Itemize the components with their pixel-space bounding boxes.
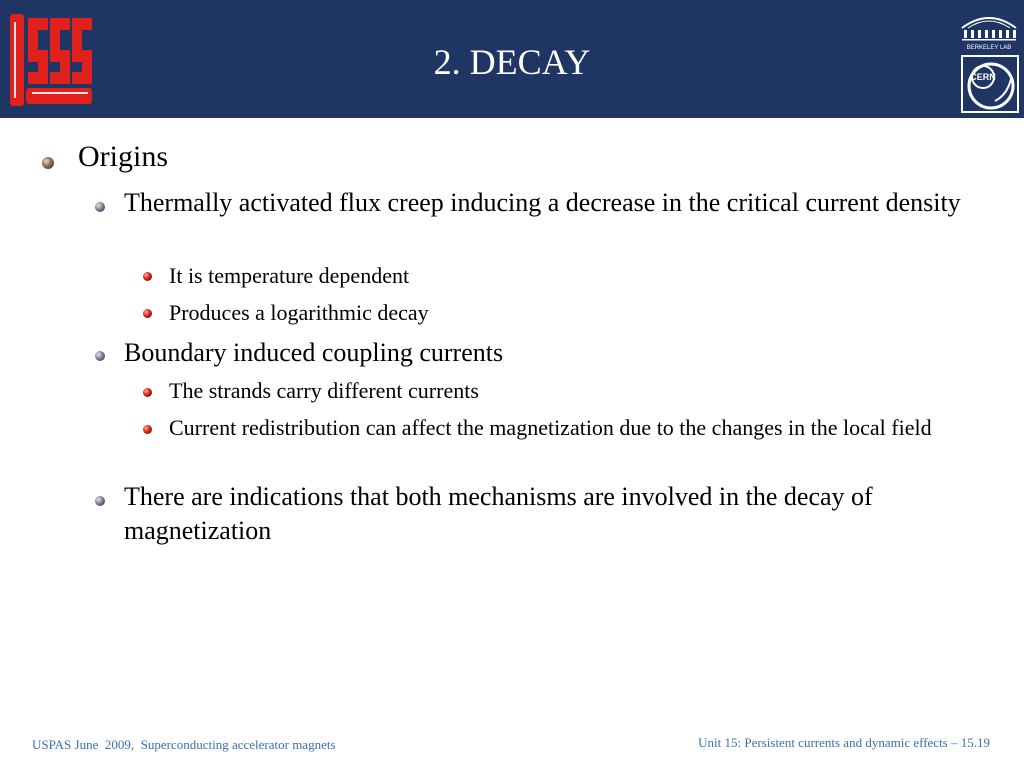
bullet-icon — [42, 157, 54, 169]
bullet-indications: There are indications that both mechanisms are involved in the decay of magnetization — [124, 482, 873, 545]
footer-unit: Unit 15: Persistent currents and dynamic effects – 15.19 — [698, 735, 990, 750]
bullet-temp-dependent: It is temperature dependent — [169, 263, 410, 288]
bullet-icon — [95, 351, 105, 361]
bullet-redistribution: Current redistribution can affect the magnetization due to the changes in the local field — [169, 415, 932, 440]
bullet-icon — [143, 388, 152, 397]
bullet-strands: The strands carry different currents — [169, 378, 479, 403]
bullet-boundary: Boundary induced coupling currents — [124, 338, 504, 367]
bullet-icon — [143, 309, 152, 318]
berkeley-lab-label: BERKELEY LAB — [966, 45, 1012, 51]
bullet-icon — [143, 272, 152, 281]
bullet-icon — [143, 425, 152, 434]
bullet-icon — [95, 496, 105, 506]
footer-course: USPAS June 2009, Superconducting accelerator magnets — [32, 737, 336, 752]
cern-label: CERN — [970, 72, 996, 82]
slide-header — [0, 0, 1024, 118]
bullet-flux-creep: Thermally activated flux creep inducing a decrease in the critical current density — [124, 188, 961, 217]
bullet-log-decay: Produces a logarithmic decay — [169, 300, 429, 325]
bullet-origins: Origins — [78, 140, 168, 173]
slide-title: 2. DECAY — [433, 42, 591, 82]
bullet-icon — [95, 202, 105, 212]
